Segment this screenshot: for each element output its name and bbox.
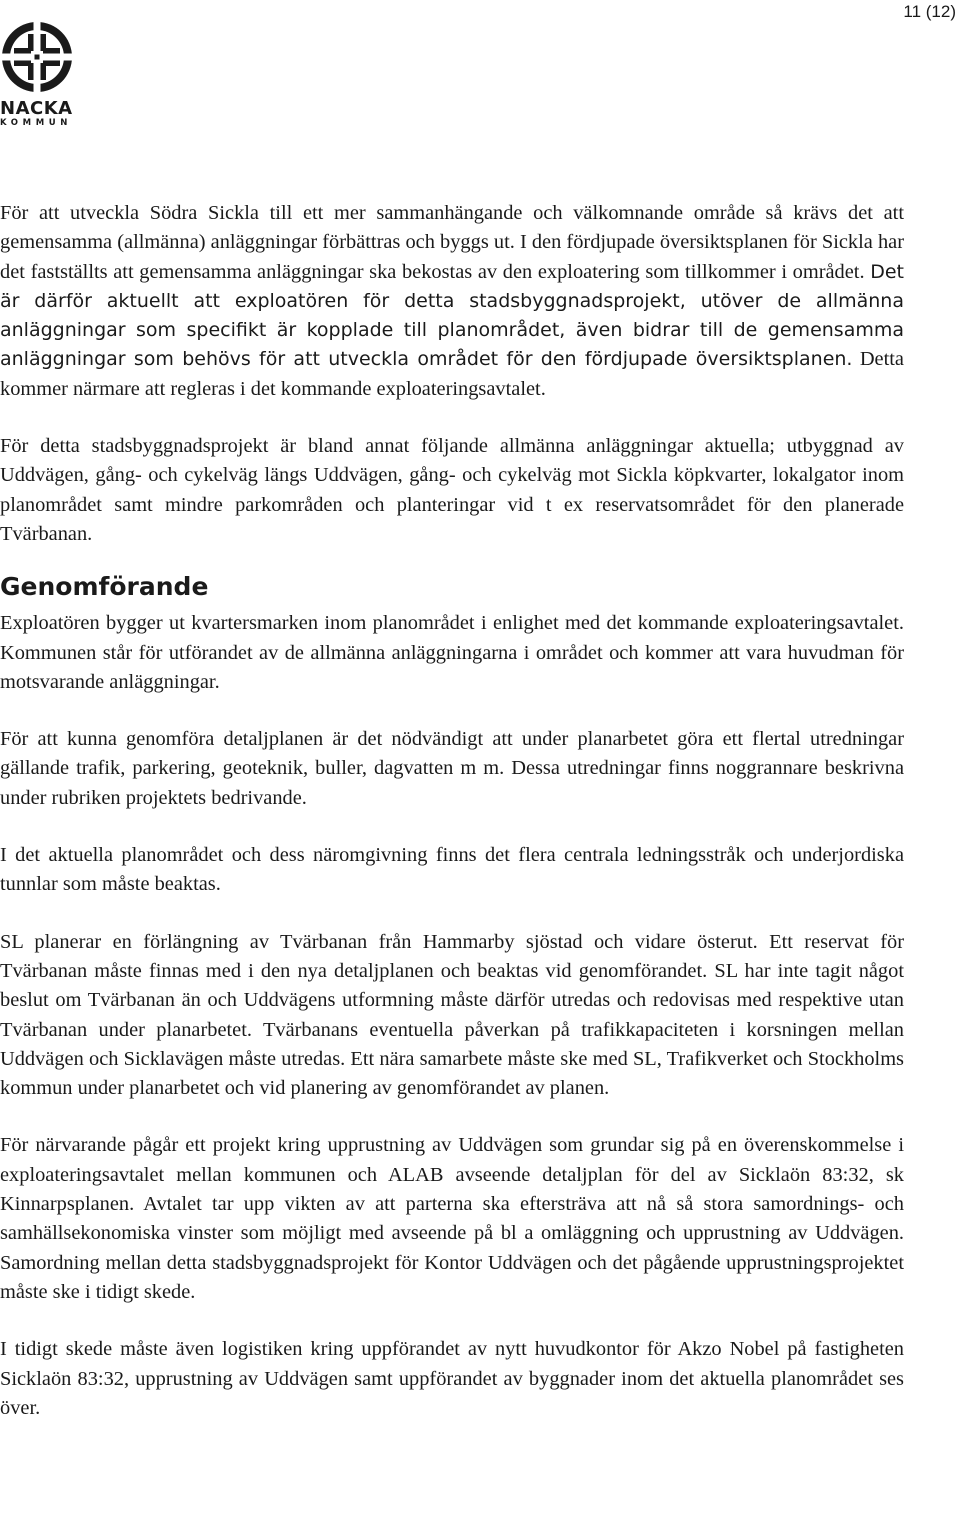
logo-name: NACKA (0, 98, 73, 119)
section-heading: Genomförande (0, 572, 209, 602)
paragraph-facilities: För detta stadsbyggnadsprojekt är bland annat följande allmänna anläggningar aktuella; utbyggnad av Uddvägen, gång- och cykelväg längs Uddvägen, gång- och cykelväg mot Sickla köpkvarter, lokalgator inom planområdet samt mindre parkområden och planteringar vid t ex reservatsområdet för den planerade Tvärbanan. (0, 435, 904, 545)
paragraph-funding-part1: För att utveckla Södra Sickla till ett mer sammanhängande och välkomnande område så krävs det att gemensamma (allmänna) anläggningar förbättras och byggs ut. I den fördjupade översiktsplanen för Sickla har det fastställts att gemensamma anläggningar ska bekostas av den exploatering som tillkommer i området. (0, 202, 904, 283)
nacka-kommun-emblem-icon (0, 20, 74, 94)
logo-subtitle: KOMMUN (0, 118, 72, 128)
municipality-logo (0, 20, 76, 128)
paragraph-funding (0, 199, 904, 404)
page-number: 11 (12) (903, 2, 956, 21)
paragraph-upgrade-project: För närvarande pågår ett projekt kring upprustning av Uddvägen som grundar sig på en överenskommelse i exploateringsavtalet mellan kommunen och ALAB avseende detaljplan för del av Sicklaön 83:32, sk Kinnarpsplanen. Avtalet tar upp vikten av att parterna ska eftersträva att nå så stora samordnings- och samhällsekonomiska vinster som möjligt med avseende på bl a omläggning och upprustning av Uddvägen. Samordning mellan detta stadsbyggnadsprojekt för Kontor Uddvägen och det pågående upprustningsprojektet måste ske i tidigt skede. (0, 1134, 904, 1303)
paragraph-tvarbanan: SL planerar en förlängning av Tvärbanan från Hammarby sjöstad och vidare österut. Ett reservat för Tvärbanan måste finnas med i den nya detaljplanen och beaktas vid genomförandet. SL har inte tagit något beslut om Tvärbanan än och Uddvägens utformning måste därför utredas och redovisas med respektive utan Tvärbanan under planarbetet. Tvärbanans eventuella påverkan på trafikkapaciteten i korsningen mellan Uddvägen och Sicklavägen måste utredas. Ett nära samarbete måste ske med SL, Trafikverket och Stockholms kommun under planarbetet och vid planering av genomförandet av planen. (0, 930, 904, 1100)
paragraph-funding-part2: Det är därför aktuellt att exploatören för detta stadsbyggnadsprojekt, utöver de allmänna anläggningar som specifikt är kopplade till planområdet, även bidrar till de gemensamma anläggningar som behövs för att utveckla området för den fördjupade översiktsplanen. (0, 260, 904, 371)
paragraph-funding-part3: Detta kommer närmare att regleras i det kommande exploateringsavtalet. (0, 348, 904, 400)
paragraph-utilities: I det aktuella planområdet och dess näromgivning finns det flera centrala ledningsstråk och underjordiska tunnlar som måste beaktas. (0, 844, 904, 896)
paragraph-investigations: För att kunna genomföra detaljplanen är det nödvändigt att under planarbetet göra ett flertal utredningar gällande trafik, parkering, geoteknik, buller, dagvatten m m. Dessa utredningar finns noggrannare beskrivna under rubriken projektets bedrivande. (0, 728, 904, 809)
paragraph-logistics: I tidigt skede måste även logistiken kring uppförandet av nytt huvudkontor för Akzo Nobel på fastigheten Sicklaön 83:32, upprustning av Uddvägen samt uppförandet av byggnader inom det aktuella planområdet ses över. (0, 1338, 904, 1419)
document-body (0, 199, 904, 1423)
paragraph-implementation: Exploatören bygger ut kvartersmarken inom planområdet i enlighet med det kommande exploateringsavtalet. Kommunen står för utförandet av de allmänna anläggningarna i området och kommer att vara huvudman för motsvarande anläggningar. (0, 612, 904, 693)
